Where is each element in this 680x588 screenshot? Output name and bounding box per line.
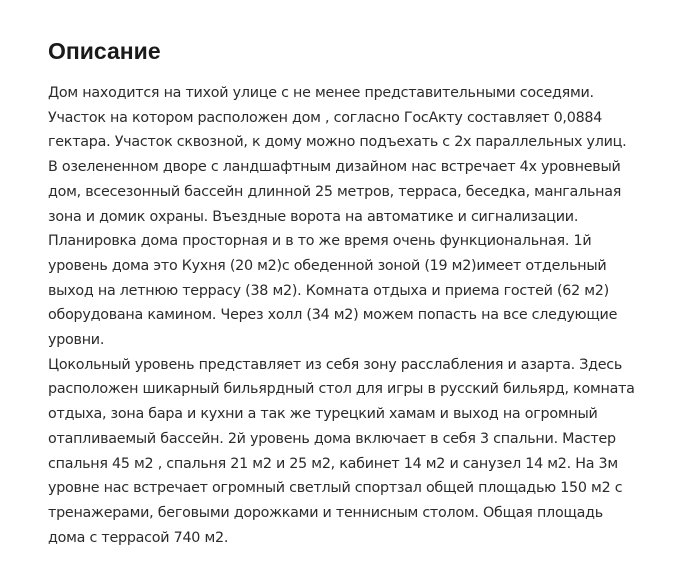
description-text [48,81,664,550]
description-line: В озелененном дворе с ландшафтным дизайном нас встречает 4х уровневый [48,159,621,176]
section-title: Описание [48,38,161,64]
description-line: гектара. Участок сквозной, к дому можно подъехать с 2х параллельных улиц. [48,134,627,151]
description-line: выход на летнюю террасу (38 м2). Комната отдыха и приема гостей (62 м2) [48,282,609,299]
description-line: дома с террасой 740 м2. [48,529,229,546]
description-line: уровень дома это Кухня (20 м2)с обеденной зоной (19 м2)имеет отдельный [48,257,607,274]
description-line: Планировка дома просторная и в то же время очень функциональная. 1й [48,233,592,250]
description-line: уровне нас встречает огромный светлый спортзал общей площадью 150 м2 с [48,480,623,497]
description-line: Дом находится на тихой улице с не менее представительными соседями. [48,85,594,101]
description-line: Цокольный уровень представляет из себя зону расслабления и азарта. Здесь [48,356,623,373]
description-line: оборудована камином. Через холл (34 м2) можем попасть на все следующие [48,307,618,324]
description-line: зона и домик охраны. Въездные ворота на автоматике и сигнализации. [48,208,579,225]
description-section [48,36,664,550]
description-line: дом, всесезонный бассейн длинной 25 метров, терраса, беседка, мангальная [48,183,622,200]
description-line: отапливаемый бассейн. 2й уровень дома включает в себя 3 спальни. Мастер [48,430,616,447]
description-line: уровни. [48,332,105,349]
description-line: расположен шикарный бильярдный стол для игры в русский бильярд, комната [48,381,635,398]
description-line: спальня 45 м2 , спальня 21 м2 и 25 м2, кабинет 14 м2 и санузел 14 м2. На 3м [48,455,618,472]
description-line: Участок на котором расположен дом , согласно ГосАкту составляет 0,0884 [48,109,603,126]
description-line: отдыха, зона бара и кухни а так же турецкий хамам и выход на огромный [48,406,598,423]
description-line: тренажерами, беговыми дорожками и теннисным столом. Общая площадь [48,504,603,521]
